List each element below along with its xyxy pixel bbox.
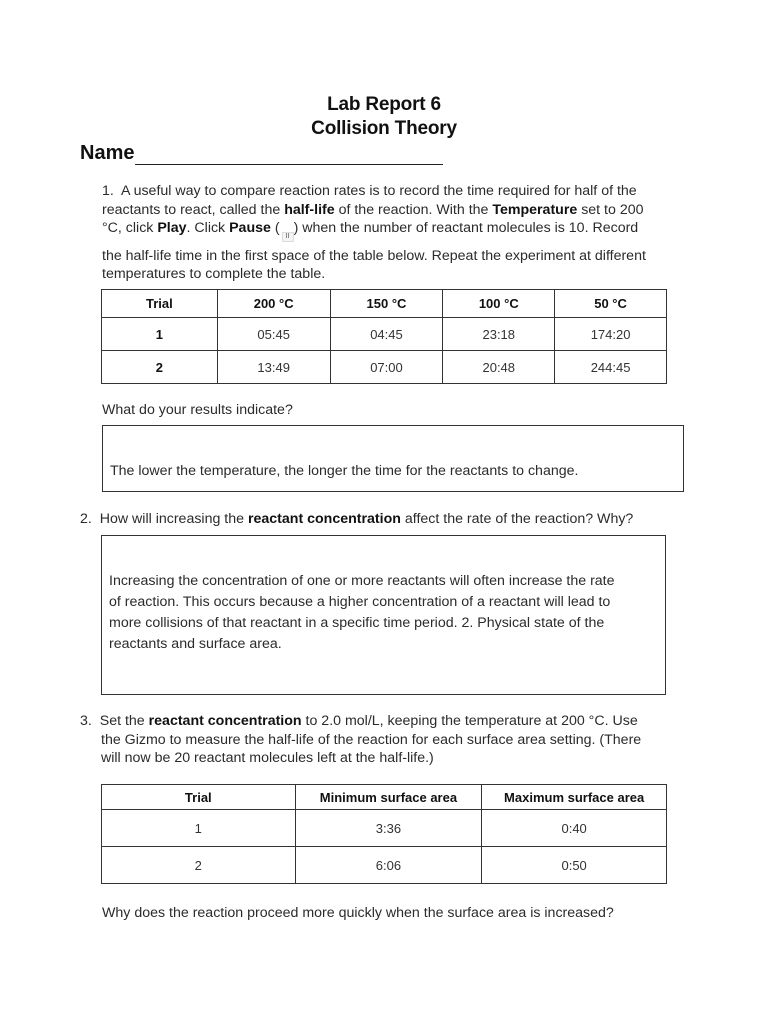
table-cell[interactable]: 13:49: [217, 351, 330, 384]
table-cell: 1: [102, 318, 218, 351]
table-cell[interactable]: 0:40: [482, 810, 667, 847]
column-header: Trial: [102, 290, 218, 318]
q2-text: affect the rate of the reaction? Why?: [400, 511, 634, 527]
table-row: [102, 810, 667, 847]
name-blank-line[interactable]: [135, 147, 443, 165]
table-cell[interactable]: 04:45: [330, 318, 443, 351]
q3-text: to 2.0 mol/L, keeping the temperature at 200 °C. Use: [301, 713, 638, 729]
table-cell[interactable]: 23:18: [443, 318, 555, 351]
table-cell[interactable]: 6:06: [295, 847, 482, 884]
q3-followup-question: Why does the reaction proceed more quickly when the surface area is increased?: [102, 905, 614, 921]
q2-answer-line: of reaction. This occurs because a higher concentration of a reactant will lead to: [109, 594, 611, 610]
question-2: [80, 510, 633, 529]
q3-text: Set the: [99, 713, 149, 729]
q2-answer-line: more collisions of that reactant in a specific time period. 2. Physical state of the: [109, 615, 605, 631]
column-header: Minimum surface area: [295, 785, 482, 810]
column-header: 50 °C: [555, 290, 667, 318]
q1-text: ) when the number of reactant molecules is 10. Record: [293, 220, 639, 236]
pause-icon-glyph: II: [282, 232, 294, 242]
q1-term-play: Play: [157, 220, 187, 236]
q2-answer-box[interactable]: [101, 535, 666, 695]
name-label: Name: [80, 142, 135, 164]
q2-answer-text: [109, 571, 615, 655]
q1-text: (: [270, 220, 280, 236]
q1-number: 1.: [102, 183, 114, 199]
q1-term-temperature: Temperature: [492, 201, 578, 218]
table-header-row: [102, 785, 667, 810]
q3-term-reactant-concentration: reactant concentration: [148, 713, 302, 729]
q1-text: of the reaction. With the: [334, 201, 493, 218]
q1-text-line: A useful way to compare reaction rates is to record the time required for half of the: [120, 183, 637, 199]
q2-answer-line: Increasing the concentration of one or more reactants will often increase the rate: [109, 573, 615, 589]
q3-number: 3.: [80, 713, 92, 729]
table-cell[interactable]: 07:00: [330, 351, 443, 384]
surface-area-halflife-table: [101, 784, 667, 884]
q1-answer-box[interactable]: [102, 425, 684, 492]
table-cell: 2: [102, 847, 296, 884]
name-field: [80, 142, 443, 165]
temperature-halflife-table: [101, 289, 667, 384]
q1-text: set to 200: [577, 201, 644, 218]
column-header: Trial: [102, 785, 296, 810]
table-cell[interactable]: 05:45: [217, 318, 330, 351]
q3-text-line: will now be 20 reactant molecules left at the half-life.): [101, 750, 434, 766]
q1-term-half-life: half-life: [284, 201, 335, 218]
table-cell: 1: [102, 810, 296, 847]
table-cell[interactable]: 20:48: [443, 351, 555, 384]
table-header-row: [102, 290, 667, 318]
question-1: [102, 182, 692, 284]
table-row: [102, 351, 667, 384]
q2-text: How will increasing the: [99, 511, 248, 527]
report-title: Lab Report 6: [327, 94, 441, 115]
q1-term-pause: Pause: [229, 220, 271, 236]
q2-term-reactant-concentration: reactant concentration: [247, 511, 401, 527]
table-row: [102, 847, 667, 884]
q2-number: 2.: [80, 511, 92, 527]
table-cell[interactable]: 0:50: [482, 847, 667, 884]
column-header: 100 °C: [443, 290, 555, 318]
column-header: 150 °C: [330, 290, 443, 318]
question-3: [80, 712, 690, 768]
q1-followup-question: What do your results indicate?: [102, 402, 293, 418]
q1-text-line: the half-life time in the first space of the table below. Repeat the experiment at different: [102, 247, 646, 264]
q1-answer-text: The lower the temperature, the longer the time for the reactants to change.: [110, 463, 579, 479]
table-cell[interactable]: 174:20: [555, 318, 667, 351]
q3-text-line: the Gizmo to measure the half-life of the reaction for each surface area setting. (There: [101, 731, 642, 748]
q1-text: reactants to react, called the: [102, 201, 285, 218]
q2-answer-line: reactants and surface area.: [109, 636, 282, 652]
pause-icon: [280, 222, 294, 241]
q1-text: . Click: [186, 220, 230, 236]
table-cell[interactable]: 244:45: [555, 351, 667, 384]
column-header: 200 °C: [217, 290, 330, 318]
q1-text: °C, click: [102, 220, 158, 236]
table-cell: 2: [102, 351, 218, 384]
report-subtitle: Collision Theory: [311, 118, 457, 139]
table-row: [102, 318, 667, 351]
table-cell[interactable]: 3:36: [295, 810, 482, 847]
q1-text-line: temperatures to complete the table.: [102, 266, 326, 282]
column-header: Maximum surface area: [482, 785, 667, 810]
